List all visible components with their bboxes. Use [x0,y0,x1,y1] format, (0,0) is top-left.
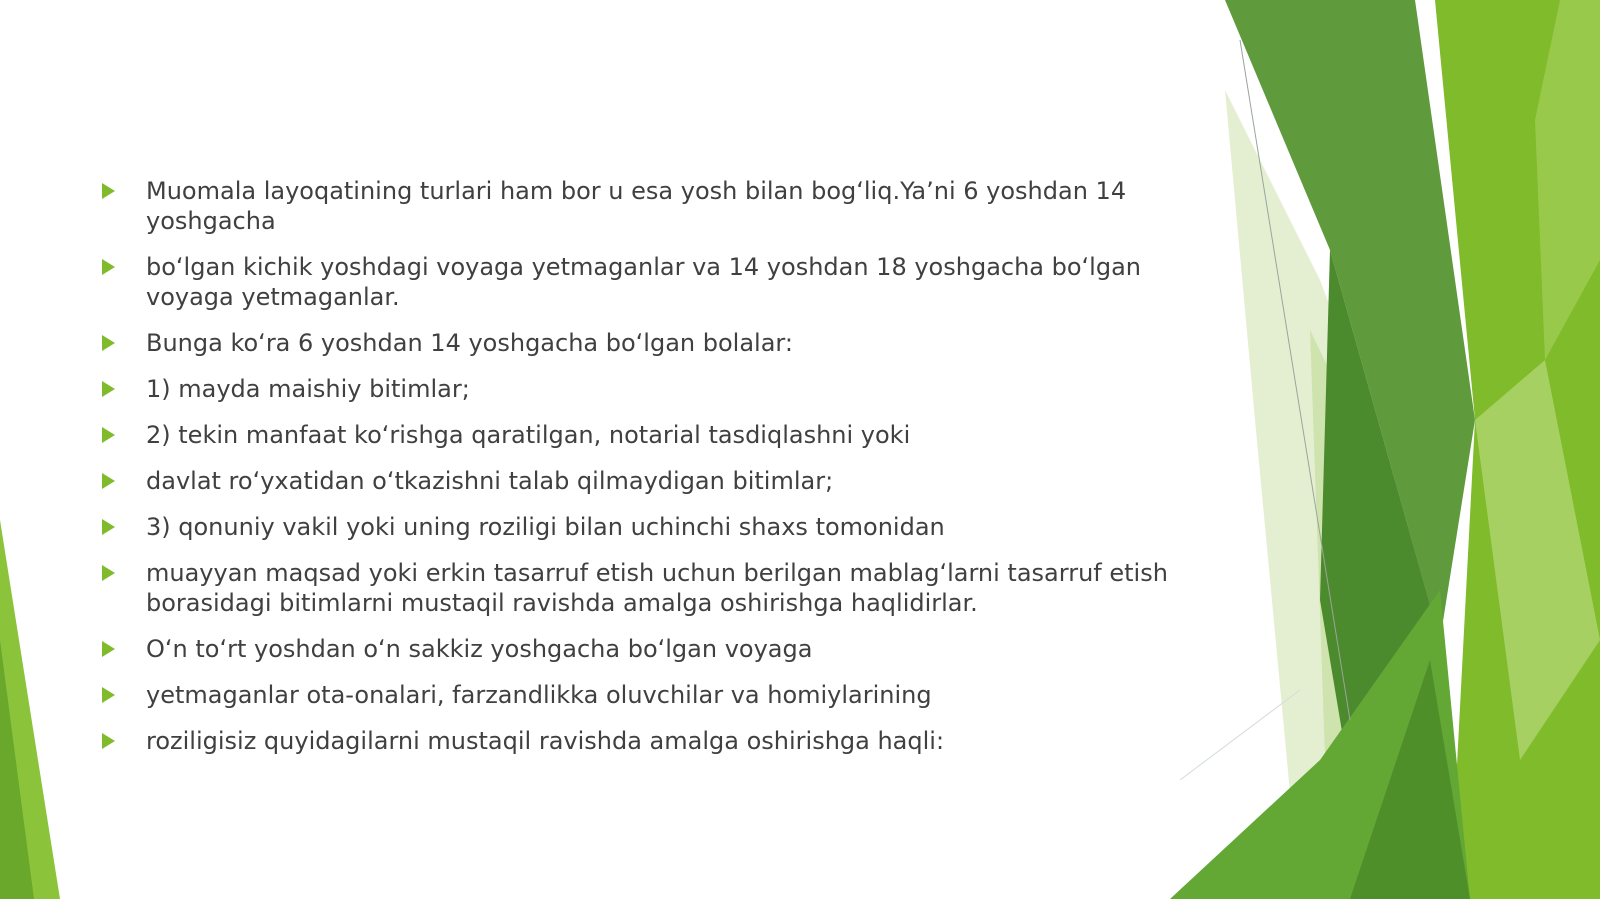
bullet-text: 3) qonuniy vakil yoki uning roziligi bilan uchinchi shaxs tomonidan [146,513,945,541]
bullet-text: Muomala layoqatining turlari ham bor u esa yosh bilan bogʻliq.Yaʼni 6 yoshdan 14 yoshgacha [146,177,1127,235]
bullet-text: yetmaganlar ota-onalari, farzandlikka oluvchilar va homiylarining [146,681,932,709]
bullet-list [100,176,1210,772]
triangle-right-icon [102,473,115,489]
bullet-item [100,252,1210,312]
bullet-text: Bunga koʻra 6 yoshdan 14 yoshgacha boʻlgan bolalar: [146,329,793,357]
triangle-right-icon [102,259,115,275]
triangle-right-icon [102,687,115,703]
bullet-item [100,374,1210,404]
bullet-text: muayyan maqsad yoki erkin tasarruf etish uchun berilgan mablagʻlarni tasarruf etish borasidagi bitimlarni mustaqil ravishda amalga oshirishga haqlidirlar. [146,559,1168,617]
triangle-right-icon [102,565,115,581]
bullet-text: 2) tekin manfaat koʻrishga qaratilgan, notarial tasdiqlashni yoki [146,421,911,449]
triangle-right-icon [102,519,115,535]
bullet-text: 1) mayda maishiy bitimlar; [146,375,470,403]
bullet-text: roziligisiz quyidagilarni mustaqil ravishda amalga oshirishga haqli: [146,727,945,755]
bullet-item [100,558,1210,618]
bullet-item [100,466,1210,496]
bullet-item [100,680,1210,710]
bullet-text: Oʻn toʻrt yoshdan oʻn sakkiz yoshgacha boʻlgan voyaga [146,635,813,663]
bullet-item [100,328,1210,358]
triangle-right-icon [102,183,115,199]
bullet-item [100,726,1210,756]
triangle-right-icon [102,335,115,351]
bullet-text: davlat roʻyxatidan oʻtkazishni talab qilmaydigan bitimlar; [146,467,834,495]
bullet-text: boʻlgan kichik yoshdagi voyaga yetmaganlar va 14 yoshdan 18 yoshgacha boʻlgan voyaga yetmaganlar. [146,253,1142,311]
bullet-item [100,176,1210,236]
bullet-item [100,512,1210,542]
triangle-right-icon [102,381,115,397]
triangle-right-icon [102,427,115,443]
bullet-item [100,634,1210,664]
triangle-right-icon [102,733,115,749]
triangle-right-icon [102,641,115,657]
bullet-item [100,420,1210,450]
